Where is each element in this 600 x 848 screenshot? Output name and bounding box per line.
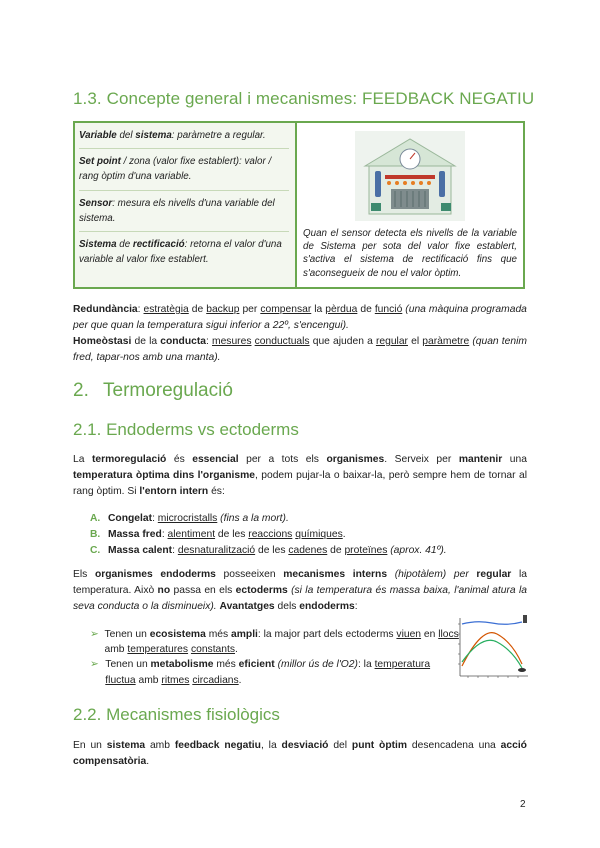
definition-variable [79, 128, 289, 149]
word: eficient [238, 659, 275, 671]
word: Massa calent [108, 544, 173, 556]
word: més [213, 659, 239, 671]
word: , la [260, 740, 282, 751]
word: fluctua [105, 674, 136, 686]
word: una [502, 454, 527, 465]
paragraph-endoderms [73, 567, 527, 615]
word: la [314, 304, 323, 315]
paragraph-termoregulacio [73, 452, 527, 500]
word: organismes endoderms [94, 569, 216, 580]
definition-set-point [79, 154, 289, 190]
list-marker: C. [90, 544, 101, 556]
word: pèrdua [325, 304, 358, 315]
term-set-point: Set point [79, 156, 121, 168]
definition-sistema-rectificacio [79, 237, 289, 272]
word: alentiment [167, 528, 216, 540]
word: (hipotàlem) per [387, 569, 477, 580]
word: En un [73, 740, 107, 751]
term-sistema: sistema [135, 130, 172, 141]
word: compensar [260, 304, 312, 315]
word: termoregulació [91, 454, 167, 465]
word: (si la temperatura és massa baixa, l'animal atura la seva conducta o la disminueix). [73, 584, 527, 612]
word: (aprox. 41º). [387, 544, 447, 556]
section-title-2-2: 2.2. Mecanismes fisiològics [73, 705, 280, 724]
word: que ajuden a [309, 335, 376, 347]
word: (fins a la mort). [217, 513, 289, 524]
word: La [73, 454, 92, 465]
word: punt òptim [351, 740, 408, 751]
word: Avantatges [219, 600, 275, 612]
word: llocs [438, 629, 459, 640]
word: : la major part dels ectoderms [257, 629, 397, 640]
definition-sensor [79, 196, 289, 232]
greenhouse-thermostat-illustration [355, 131, 465, 221]
word: amb [104, 644, 128, 656]
word: , podem pujar-la o baixar-la, però sempre hem de tornar al rang òptim. Si [73, 469, 527, 497]
section-number: 2. [73, 380, 89, 401]
word: reaccions [248, 528, 293, 540]
term-conducta: conducta [160, 335, 206, 347]
word: l'entorn intern [139, 485, 209, 497]
word: mecanismes interns [283, 569, 388, 580]
word: backup [206, 304, 240, 315]
word: Congelat [108, 513, 153, 524]
list-item [90, 511, 520, 527]
word: . [146, 755, 150, 767]
term-homeostasi: Homeòstasi [73, 335, 132, 347]
word: constants [190, 644, 236, 656]
word: circadians [192, 674, 239, 686]
definitions-box [73, 121, 525, 289]
def-text: de [116, 238, 133, 250]
def-text: : paràmetre a regular. [171, 130, 266, 141]
word: posseeixen [215, 569, 284, 580]
word: químiques [295, 528, 343, 540]
word: Els [73, 569, 95, 580]
def-text: : retorna el valor d'una variable al valor fixe establert. [79, 238, 282, 266]
word: és: [208, 485, 225, 497]
word: ampli [231, 629, 258, 640]
example-text: (quan tenim fred, tapar-nos amb una manta). [73, 335, 527, 363]
word: de [327, 544, 345, 556]
def-text: del [116, 130, 136, 141]
arrow-bullet-icon: ➢ [90, 629, 99, 640]
word: Massa fred [108, 528, 162, 540]
advantages-list [90, 627, 460, 688]
internal-environment-list [90, 511, 520, 559]
word: : [172, 544, 178, 556]
arrow-bullet-icon: ➢ [90, 659, 99, 671]
word: és [166, 454, 193, 465]
list-marker: B. [90, 528, 101, 540]
word: amb [135, 674, 162, 686]
term-rectificacio: rectificació [132, 238, 185, 250]
list-item-text [108, 527, 346, 543]
paragraph-redundancia: Redundància: estratègia de backup per compensar la pèrdua de funció (una màquina programada per que quan la temperatura sigui inferior a 22º, s'encengui). Homeòstasi de la conducta: mesures conductuals que ajuden a regular el paràmetre (quan tenim fred, tapar-nos amb una manta). [73, 304, 527, 363]
word: organismes [326, 454, 385, 465]
word: de la [131, 335, 161, 347]
list-item-text [105, 657, 460, 687]
word: desnaturalització [177, 544, 256, 556]
list-item-text [104, 627, 460, 657]
word: la temperatura. Això [73, 569, 527, 596]
list-marker: A. [90, 513, 101, 524]
word: acció compensatòria [73, 740, 527, 767]
word: temperatures [127, 644, 189, 656]
term-variable: Variable [79, 130, 117, 141]
list-item [90, 543, 520, 559]
word: sistema [106, 740, 146, 751]
word: essencial [192, 454, 239, 465]
word: Tenen un [104, 629, 150, 640]
word: : la [357, 659, 375, 671]
body-temperature-illustration [452, 612, 532, 688]
word: estratègia [143, 304, 189, 315]
figure-caption: Quan el sensor detecta els nivells de la variable de Sistema per sota del valor fixe establert, s'activa el sistema de rectificació fins que s'aconsegueix de nou el valor òptim. [303, 228, 517, 279]
word: viuen [396, 629, 422, 640]
word: proteïnes [344, 544, 388, 556]
section-title-2 [73, 376, 233, 405]
word: desviació [281, 740, 329, 751]
word: . [238, 674, 242, 686]
word: : [161, 528, 168, 540]
word: regular [375, 335, 408, 347]
figure-column [297, 123, 523, 287]
word: desencadena una [407, 740, 501, 751]
word: (millor ús de l'O2) [274, 659, 358, 671]
word: temperatura [374, 659, 431, 671]
word: funció [374, 304, 403, 315]
term-sensor: Sensor [79, 197, 113, 209]
word: passa en els [170, 584, 236, 596]
word: del [328, 740, 352, 751]
word: dels [274, 600, 300, 612]
list-item-text [108, 511, 289, 527]
word: microcristalls [157, 513, 218, 524]
word: amb [145, 740, 175, 751]
word: : [152, 513, 158, 524]
word: : [354, 600, 358, 612]
word: . [235, 644, 238, 656]
word: paràmetre [422, 335, 470, 347]
word: ectoderms [235, 584, 288, 596]
page-number: 2 [520, 799, 526, 810]
word: ecosistema [149, 629, 206, 640]
paragraph-mecanismes [73, 738, 527, 770]
def-text: : mesura els nivells d'una variable del sistema. [79, 197, 275, 224]
word: de les [215, 528, 249, 540]
word: temperatura òptima dins l'organisme [73, 469, 255, 481]
word: mantenir [458, 454, 503, 465]
list-item [90, 627, 460, 657]
term-redundancia: Redundància [73, 304, 138, 315]
word: de [191, 304, 204, 315]
word: conductuals [254, 335, 310, 347]
word: . Serveix per [384, 454, 459, 465]
word: cadenes [288, 544, 328, 556]
word: per a tots els [238, 454, 327, 465]
section-title-2-1: 2.1. Endoderms vs ectoderms [73, 420, 299, 439]
word: endoderms [299, 600, 355, 612]
word: . [342, 528, 346, 540]
list-item-text [108, 543, 447, 559]
word: per [242, 304, 258, 315]
section-title-1-3: 1.3. Concepte general i mecanismes: FEEDBACK NEGATIU [73, 89, 535, 108]
word: feedback negatiu [174, 740, 261, 751]
word: de les [255, 544, 289, 556]
word: : [206, 335, 212, 347]
word: Tenen un [105, 659, 151, 671]
def-text: / zona (valor fixe establert): valor / rang òptim d'una variable. [79, 156, 272, 183]
term-sistema: Sistema [79, 238, 117, 250]
word: no [157, 584, 171, 596]
word: metabolisme [150, 659, 214, 671]
word: el [408, 335, 423, 347]
section-title-text: Termoregulació [103, 380, 233, 401]
definitions-column [75, 123, 297, 287]
list-item [90, 527, 520, 543]
word: ritmes [161, 674, 190, 686]
list-item [90, 657, 460, 687]
word: regular [476, 569, 512, 580]
word: mesures [212, 335, 252, 347]
example-text: (una màquina programada per que quan la temperatura sigui inferior a 22º, s'encengui). [73, 304, 527, 331]
word: de [360, 304, 372, 315]
word: més [205, 629, 232, 640]
word: en [421, 629, 439, 640]
